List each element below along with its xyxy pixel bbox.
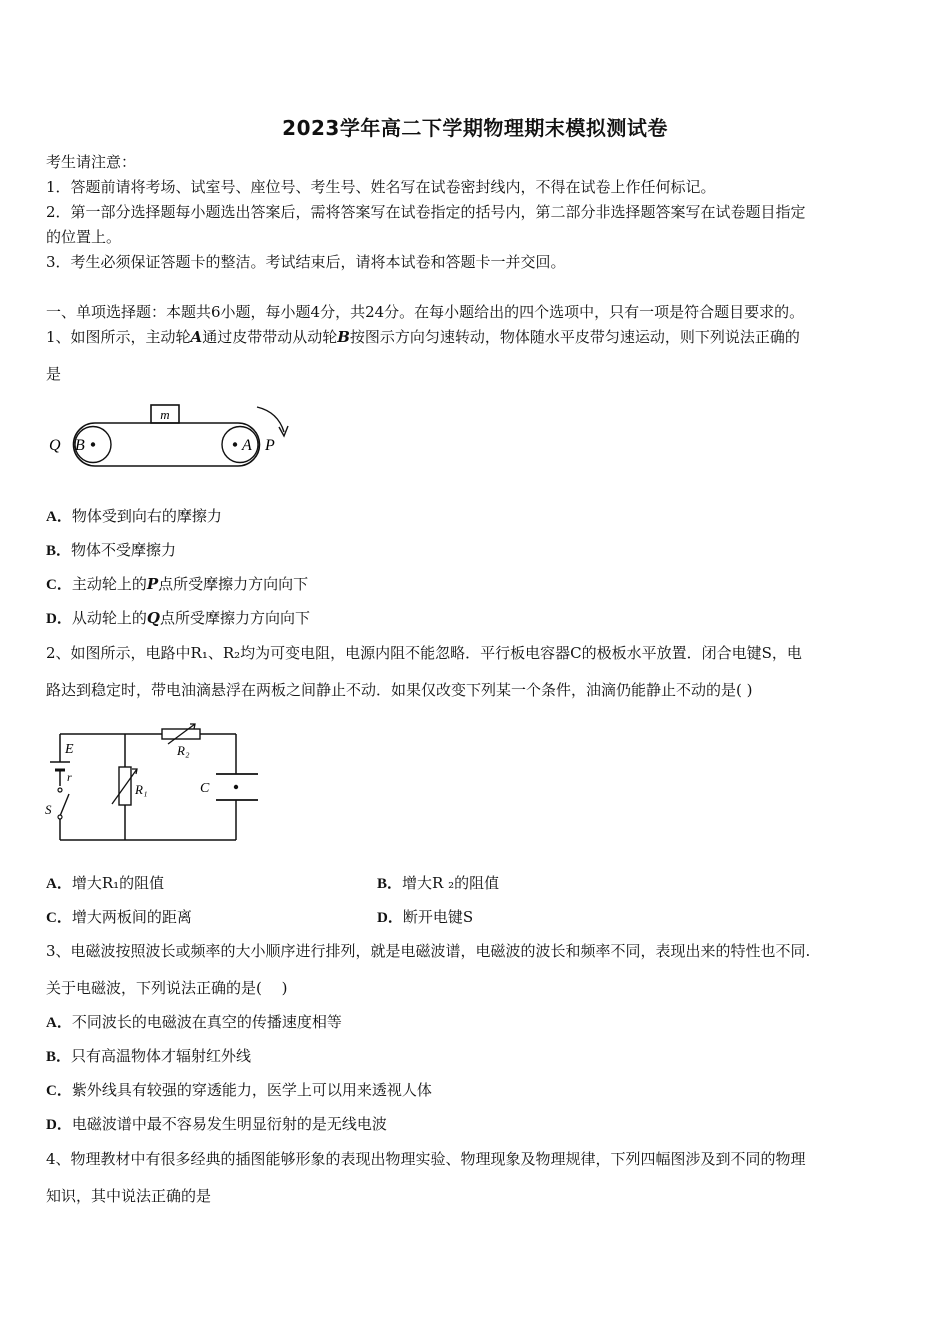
label-R1: R₁ (135, 782, 148, 797)
q3-option-a-letter: A． (46, 1015, 72, 1031)
q1-option-b-text: 物体不受摩擦力 (71, 541, 177, 559)
label-A: A (242, 437, 252, 454)
label-B: B (75, 437, 85, 454)
q2-option-d-text: 断开电键S (402, 908, 474, 926)
q3-stem-line1: 3、电磁波按照波长或频率的大小顺序进行排列，就是电磁波谱，电磁波的波长和频率不同，表现出来的特性也不同. (46, 942, 811, 960)
q1-option-a-letter: A． (46, 509, 72, 525)
q2-option-a-text: 增大R₁的阻值 (71, 874, 165, 892)
q1-option-a[interactable] (46, 506, 222, 527)
notice-heading: 考生请注意： (46, 153, 137, 171)
axle-A (233, 442, 237, 446)
label-R2: R₂ (177, 743, 190, 758)
switch-lever (60, 794, 69, 816)
axle-B (91, 442, 95, 446)
q3-option-c-text: 紫外线具有较强的穿透能力，医学上可以用来透视人体 (71, 1081, 432, 1099)
oil-drop (234, 785, 238, 789)
label-Q: Q (49, 437, 61, 454)
exam-title: 2023学年高二下学期物理期末模拟测试卷 (282, 116, 668, 140)
label-P: P (265, 437, 275, 454)
q2-option-c[interactable] (46, 907, 192, 928)
q2-option-a[interactable] (46, 873, 164, 894)
q1-option-d-key: Q (146, 609, 160, 627)
notice-item-2: 2．第一部分选择题每小题选出答案后，需将答案写在试卷指定的括号内，第二部分非选择题答案写在试卷题目指定 (46, 203, 806, 221)
q1-option-d-text-a: 从动轮上的 (71, 609, 147, 627)
q3-option-c-letter: C． (46, 1083, 72, 1099)
q1-stem-a: 1、如图所示，主动轮 (46, 328, 191, 346)
belt-figure (40, 398, 300, 480)
q1-option-d-letter: D． (46, 611, 72, 627)
label-r: r (67, 770, 72, 784)
label-S: S (45, 802, 52, 817)
q1-stem-b: 通过皮带带动从动轮 (202, 328, 338, 346)
q3-option-b-letter: B． (46, 1049, 72, 1065)
q2-option-b-text: 增大R ₂的阻值 (402, 874, 500, 892)
q1-option-c-key: P (146, 575, 159, 593)
q3-option-a[interactable] (46, 1012, 342, 1033)
q4-stem-line1: 4、物理教材中有很多经典的插图能够形象的表现出物理实验、物理现象及物理规律，下列四幅图涉及到不同的物理 (46, 1150, 806, 1168)
q2-option-a-letter: A． (46, 876, 72, 892)
q2-option-d[interactable] (377, 907, 473, 928)
q1-option-b-letter: B． (46, 543, 72, 559)
q1-option-b[interactable] (46, 540, 176, 561)
q1-option-c[interactable] (46, 574, 308, 595)
q2-option-c-letter: C． (46, 910, 72, 926)
notice-item-3: 3．考生必须保证答题卡的整洁。考试结束后，请将本试卷和答题卡一并交回。 (46, 253, 566, 271)
q1-stem-B: B (337, 328, 350, 346)
q1-stem-A: A (190, 328, 203, 346)
q2-option-c-text: 增大两板间的距离 (71, 908, 192, 926)
q4-stem-line2: 知识，其中说法正确的是 (46, 1187, 212, 1205)
q1-stem-c: 按图示方向匀速转动，物体随水平皮带匀速运动，则下列说法正确的 (349, 328, 800, 346)
notice-item-1: 1．答题前请将考场、试室号、座位号、考生号、姓名写在试卷密封线内，不得在试卷上作任何标记。 (46, 178, 716, 196)
q3-option-d[interactable] (46, 1114, 387, 1135)
label-C: C (200, 781, 210, 796)
q2-option-d-letter: D． (377, 910, 403, 926)
q2-option-b[interactable] (377, 873, 499, 894)
q1-stem (46, 327, 800, 347)
notice-item-2-cont: 的位置上。 (46, 228, 122, 246)
label-E: E (65, 742, 74, 757)
q1-option-c-text-b: 点所受摩擦力方向向下 (158, 575, 309, 593)
q3-option-d-letter: D． (46, 1117, 72, 1133)
q3-stem-line2: 关于电磁波，下列说法正确的是( ) (46, 979, 288, 997)
q1-stem-line2: 是 (46, 365, 62, 383)
q3-option-b-text: 只有高温物体才辐射红外线 (71, 1047, 252, 1065)
q2-option-b-letter: B． (377, 876, 403, 892)
q3-option-d-text: 电磁波谱中最不容易发生明显衍射的是无线电波 (71, 1115, 387, 1133)
wheel-A (222, 427, 258, 463)
q3-option-c[interactable] (46, 1080, 432, 1101)
q1-option-c-text-a: 主动轮上的 (71, 575, 147, 593)
q1-option-d-text-b: 点所受摩擦力方向向下 (159, 609, 310, 627)
q1-option-a-text: 物体受到向右的摩擦力 (71, 507, 222, 525)
switch-contact-top (58, 788, 62, 792)
q1-option-d[interactable] (46, 608, 310, 629)
circuit-figure (40, 722, 270, 844)
q1-option-c-letter: C． (46, 577, 72, 593)
label-m: m (160, 407, 170, 422)
section-heading: 一、单项选择题：本题共6小题，每小题4分，共24分。在每小题给出的四个选项中，只有一项是符合题目要求的。 (46, 303, 805, 321)
q2-stem-line1: 2、如图所示，电路中R₁、R₂均为可变电阻，电源内阻不能忽略．平行板电容器C的极板水平放置．闭合电键S，电 (46, 644, 802, 662)
switch-contact-bottom (58, 815, 62, 819)
q3-option-b[interactable] (46, 1046, 251, 1067)
q2-stem-line2: 路达到稳定时，带电油滴悬浮在两板之间静止不动．如果仅改变下列某一个条件，油滴仍能静止不动的是( ) (46, 681, 753, 699)
q3-option-a-text: 不同波长的电磁波在真空的传播速度相等 (71, 1013, 342, 1031)
